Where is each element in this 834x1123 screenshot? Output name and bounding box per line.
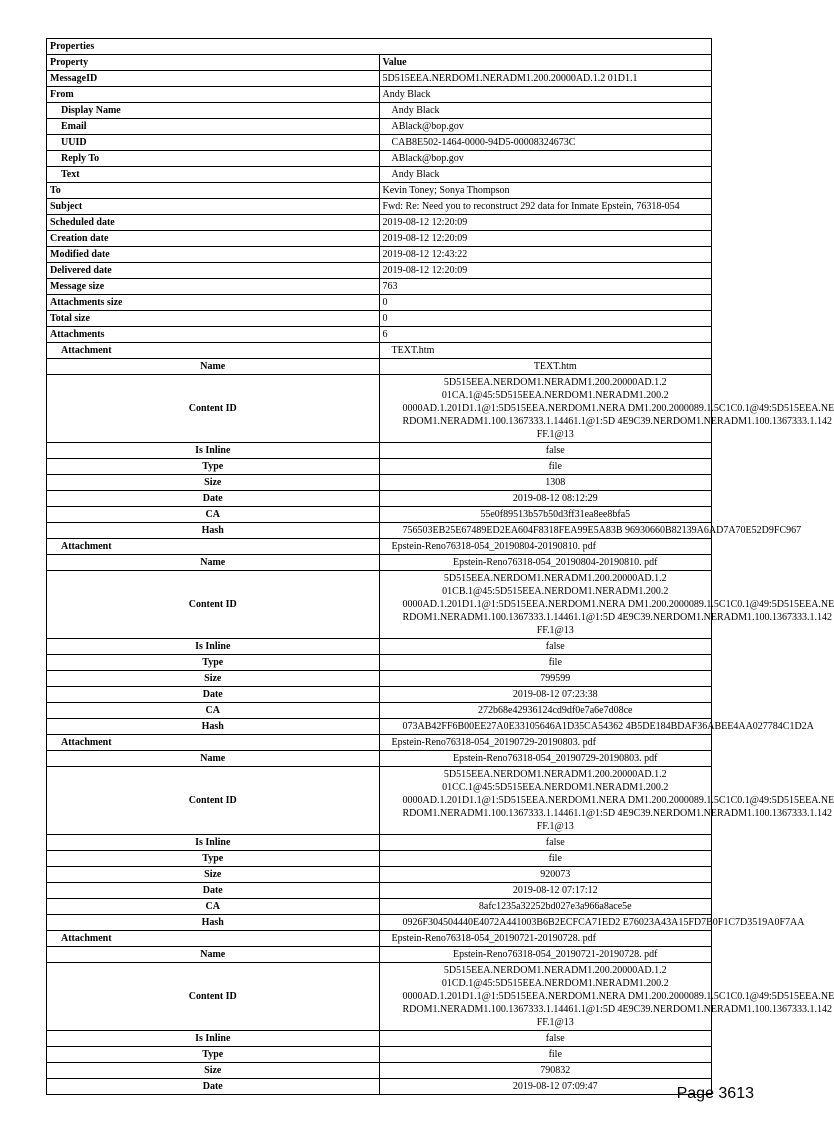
table-row	[47, 735, 712, 751]
table-row	[47, 703, 712, 719]
property-name: Type	[47, 459, 380, 475]
property-value-line: 5D515EEA.NERDOM1.NERADM1.200.20000AD.1.2	[443, 377, 667, 388]
property-name: Scheduled date	[47, 215, 380, 231]
property-value	[379, 687, 712, 703]
property-value	[379, 719, 814, 735]
table-row	[47, 311, 712, 327]
property-value-line: file	[548, 1049, 562, 1060]
table-row	[47, 931, 712, 947]
property-value-line: CAB8E502-1464-0000-94D5-00008324673C	[391, 137, 576, 148]
property-name: Subject	[47, 199, 380, 215]
property-name: Hash	[47, 719, 380, 735]
property-value-line: Fwd: Re: Need you to reconstruct 292 data for Inmate Epstein, 76318-054	[382, 201, 680, 212]
property-value-line: 0000AD.1.201D1.1@1:5D515EEA.NERDOM1.NERA DM1.200.2000089.1.5C1C0.1@49:5D515EEA.NE	[402, 403, 834, 414]
property-value	[379, 851, 712, 867]
property-value-line: Epstein-Reno76318-054_20190729-20190803. pdf	[453, 753, 658, 764]
property-value-line: Andy Black	[382, 89, 431, 100]
property-name: Size	[47, 475, 380, 491]
table-row	[47, 119, 712, 135]
table-row	[47, 687, 712, 703]
property-value	[379, 883, 712, 899]
property-value-line: 6	[382, 329, 388, 340]
table-row	[47, 183, 712, 199]
table-row	[47, 459, 712, 475]
table-row	[47, 899, 712, 915]
property-value-line: 0000AD.1.201D1.1@1:5D515EEA.NERDOM1.NERA DM1.200.2000089.1.5C1C0.1@49:5D515EEA.NE	[402, 599, 834, 610]
property-value	[379, 639, 712, 655]
property-value-line: Epstein-Reno76318-054_20190721-20190728. pdf	[391, 933, 596, 944]
property-name: Creation date	[47, 231, 380, 247]
property-name: Is Inline	[47, 835, 380, 851]
property-name: Is Inline	[47, 639, 380, 655]
property-value	[379, 915, 805, 931]
table-row	[47, 295, 712, 311]
property-name: Content ID	[47, 963, 380, 1031]
property-value-line: 5D515EEA.NERDOM1.NERADM1.200.20000AD.1.2	[443, 573, 667, 584]
property-value-line: 2019-08-12 07:09:47	[512, 1081, 598, 1092]
table-row	[47, 279, 712, 295]
property-name: Name	[47, 555, 380, 571]
property-name: MessageID	[47, 71, 380, 87]
property-value-line: 2019-08-12 12:43:22	[382, 249, 468, 260]
property-value	[379, 119, 712, 135]
property-name: Type	[47, 851, 380, 867]
property-value	[379, 539, 712, 555]
table-row	[47, 639, 712, 655]
table-row	[47, 231, 712, 247]
property-name: Date	[47, 883, 380, 899]
property-value	[379, 1047, 712, 1063]
property-value	[379, 215, 712, 231]
property-value	[379, 443, 712, 459]
property-value-line: 756503EB25E67489ED2EA604F8318FEA99E5A83B 96930660B82139A6AD7A70E52D9FC967	[402, 525, 802, 536]
table-title-row	[47, 39, 712, 55]
property-value	[379, 899, 712, 915]
property-value	[379, 751, 712, 767]
property-value-line: 01CC.1@45:5D515EEA.NERDOM1.NERADM1.200.2	[442, 782, 669, 793]
table-row	[47, 947, 712, 963]
property-value	[379, 475, 712, 491]
table-row	[47, 343, 712, 359]
table-row	[47, 247, 712, 263]
table-row	[47, 915, 712, 931]
table-row	[47, 327, 712, 343]
property-value-line: Epstein-Reno76318-054_20190729-20190803. pdf	[391, 737, 596, 748]
property-value-line: RDOM1.NERADM1.100.1367333.1.14461.1@1:5D 4E9C39.NERDOM1.NERADM1.100.1367333.1.142	[402, 808, 832, 819]
property-value	[379, 1079, 712, 1095]
property-value	[379, 491, 712, 507]
property-name: Text	[47, 167, 380, 183]
property-value-line: TEXT.htm	[391, 345, 435, 356]
table-row	[47, 851, 712, 867]
table-row	[47, 963, 712, 1031]
property-value-line: file	[548, 853, 562, 864]
property-value-line: false	[545, 641, 565, 652]
property-value-line: 5D515EEA.NERDOM1.NERADM1.200.20000AD.1.2	[443, 769, 667, 780]
table-row	[47, 767, 712, 835]
property-value-line: 8afc1235a32252bd027e3a966a8ace5e	[478, 901, 632, 912]
property-name: Attachment	[47, 343, 380, 359]
property-value	[379, 199, 712, 215]
property-name: Email	[47, 119, 380, 135]
property-value-line: Epstein-Reno76318-054_20190804-20190810. pdf	[391, 541, 596, 552]
property-value-line: 2019-08-12 07:17:12	[512, 885, 598, 896]
property-value-line: 763	[382, 281, 398, 292]
property-value-line: Kevin Toney; Sonya Thompson	[382, 185, 510, 196]
property-value	[379, 523, 802, 539]
property-value-line: Epstein-Reno76318-054_20190804-20190810. pdf	[453, 557, 658, 568]
property-value-line: FF.1@13	[536, 821, 574, 832]
table-row	[47, 719, 712, 735]
property-name: Total size	[47, 311, 380, 327]
table-row	[47, 167, 712, 183]
property-value-line: 2019-08-12 12:20:09	[382, 265, 468, 276]
table-row	[47, 883, 712, 899]
table-row	[47, 103, 712, 119]
property-value	[379, 555, 712, 571]
property-value	[379, 655, 712, 671]
property-name: Content ID	[47, 767, 380, 835]
property-value	[379, 459, 712, 475]
property-value-line: false	[545, 445, 565, 456]
property-value-line: false	[545, 837, 565, 848]
table-row	[47, 671, 712, 687]
table-row	[47, 523, 712, 539]
property-value	[379, 767, 834, 835]
property-name: CA	[47, 703, 380, 719]
property-value-line: 01CA.1@45:5D515EEA.NERDOM1.NERADM1.200.2	[441, 390, 669, 401]
property-value-line: 2019-08-12 12:20:09	[382, 217, 468, 228]
property-value	[379, 835, 712, 851]
property-value-line: 2019-08-12 12:20:09	[382, 233, 468, 244]
property-value-line: 5D515EEA.NERDOM1.NERADM1.200.20000AD.1.2	[443, 965, 667, 976]
property-value-line: ABlack@bop.gov	[391, 153, 464, 164]
property-value	[379, 671, 712, 687]
property-name: Content ID	[47, 375, 380, 443]
property-value-line: 790832	[540, 1065, 571, 1076]
property-value-line: RDOM1.NERADM1.100.1367333.1.14461.1@1:5D 4E9C39.NERDOM1.NERADM1.100.1367333.1.142	[402, 416, 832, 427]
property-value-line: RDOM1.NERADM1.100.1367333.1.14461.1@1:5D 4E9C39.NERDOM1.NERADM1.100.1367333.1.142	[402, 1004, 832, 1015]
property-name: Is Inline	[47, 1031, 380, 1047]
property-name: Name	[47, 947, 380, 963]
property-value-line: 2019-08-12 07:23:38	[512, 689, 598, 700]
property-value	[379, 375, 834, 443]
property-name: Hash	[47, 523, 380, 539]
property-value	[379, 311, 712, 327]
table-row	[47, 1063, 712, 1079]
property-name: Attachments size	[47, 295, 380, 311]
property-value	[379, 963, 834, 1031]
property-name: Display Name	[47, 103, 380, 119]
table-row	[47, 135, 712, 151]
property-name: Is Inline	[47, 443, 380, 459]
table-row	[47, 571, 712, 639]
table-row	[47, 71, 712, 87]
property-value-line: 01CB.1@45:5D515EEA.NERDOM1.NERADM1.200.2	[442, 586, 669, 597]
table-row	[47, 199, 712, 215]
property-value	[379, 1031, 712, 1047]
property-name: Name	[47, 359, 380, 375]
property-value-line: ABlack@bop.gov	[391, 121, 464, 132]
property-value-line: Epstein-Reno76318-054_20190721-20190728. pdf	[453, 949, 658, 960]
table-row	[47, 359, 712, 375]
column-header-value: Value	[379, 55, 712, 71]
property-value-line: Andy Black	[391, 105, 440, 116]
property-name: UUID	[47, 135, 380, 151]
property-name: Attachment	[47, 931, 380, 947]
column-header-property: Property	[47, 55, 380, 71]
table-row	[47, 151, 712, 167]
property-name: Content ID	[47, 571, 380, 639]
property-value	[379, 183, 712, 199]
property-value	[379, 867, 712, 883]
property-value	[379, 71, 712, 87]
table-row	[47, 375, 712, 443]
property-name: Size	[47, 867, 380, 883]
property-value-line: 0000AD.1.201D1.1@1:5D515EEA.NERDOM1.NERA DM1.200.2000089.1.5C1C0.1@49:5D515EEA.NE	[402, 795, 834, 806]
table-row	[47, 87, 712, 103]
table-row	[47, 263, 712, 279]
property-value	[379, 167, 712, 183]
property-name: Type	[47, 1047, 380, 1063]
property-name: CA	[47, 507, 380, 523]
table-row	[47, 835, 712, 851]
property-value-line: 1308	[545, 477, 566, 488]
property-value	[379, 135, 712, 151]
property-value-line: 0	[382, 297, 388, 308]
property-value	[379, 1063, 712, 1079]
property-value-line: 272b68e42936124cd9df0e7a6e7d08ce	[478, 705, 633, 716]
table-row	[47, 655, 712, 671]
property-value-line: 799599	[540, 673, 571, 684]
table-header-row	[47, 55, 712, 71]
property-value-line: 5D515EEA.NERDOM1.NERADM1.200.20000AD.1.2 01D1.1	[382, 73, 638, 84]
property-value-line: 0926F304504440E4072A441003B6B2ECFCA71ED2 E76023A43A15FD7B0F1C7D3519A0F7AA	[402, 917, 805, 928]
property-value	[379, 87, 712, 103]
property-value	[379, 231, 712, 247]
table-row	[47, 215, 712, 231]
property-value-line: 01CD.1@45:5D515EEA.NERDOM1.NERADM1.200.2	[441, 978, 669, 989]
property-value	[379, 295, 712, 311]
property-value	[379, 263, 712, 279]
property-name: From	[47, 87, 380, 103]
property-value	[379, 151, 712, 167]
table-row	[47, 867, 712, 883]
property-name: Attachments	[47, 327, 380, 343]
page-number: Page 3613	[676, 1085, 754, 1102]
property-name: CA	[47, 899, 380, 915]
property-name: Modified date	[47, 247, 380, 263]
property-value	[379, 507, 712, 523]
property-name: Date	[47, 687, 380, 703]
property-value-line: RDOM1.NERADM1.100.1367333.1.14461.1@1:5D 4E9C39.NERDOM1.NERADM1.100.1367333.1.142	[402, 612, 832, 623]
table-row	[47, 555, 712, 571]
property-value-line: Andy Black	[391, 169, 440, 180]
property-value-line: file	[548, 461, 562, 472]
property-value-line: file	[548, 657, 562, 668]
property-name: Date	[47, 1079, 380, 1095]
property-value	[379, 247, 712, 263]
table-row	[47, 1031, 712, 1047]
property-name: Type	[47, 655, 380, 671]
property-value-line: TEXT.htm	[533, 361, 577, 372]
property-name: Size	[47, 1063, 380, 1079]
property-value-line: FF.1@13	[536, 1017, 574, 1028]
table-row	[47, 491, 712, 507]
property-value	[379, 931, 712, 947]
property-value-line: 0000AD.1.201D1.1@1:5D515EEA.NERDOM1.NERA DM1.200.2000089.1.5C1C0.1@49:5D515EEA.NE	[402, 991, 834, 1002]
property-value-line: 073AB42FF6B00EE27A0E33105646A1D35CA54362 4B5DE184BDAF36ABEE4AA027784C1D2A	[402, 721, 814, 732]
property-value-line: 0	[382, 313, 388, 324]
property-value-line: 55e0f89513b57b50d3ff31ea8ee8bfa5	[480, 509, 631, 520]
property-name: Date	[47, 491, 380, 507]
table-row	[47, 475, 712, 491]
property-name: Attachment	[47, 539, 380, 555]
table-title: Properties	[47, 39, 712, 55]
property-value	[379, 327, 712, 343]
property-value-line: FF.1@13	[536, 429, 574, 440]
table-row	[47, 507, 712, 523]
property-name: Delivered date	[47, 263, 380, 279]
property-name: To	[47, 183, 380, 199]
table-row	[47, 443, 712, 459]
property-value	[379, 735, 712, 751]
table-row	[47, 1079, 712, 1095]
table-row	[47, 1047, 712, 1063]
table-row	[47, 539, 712, 555]
property-value	[379, 571, 834, 639]
property-name: Name	[47, 751, 380, 767]
property-value	[379, 279, 712, 295]
property-value-line: 920073	[540, 869, 571, 880]
table-row	[47, 751, 712, 767]
property-value-line: false	[545, 1033, 565, 1044]
property-value	[379, 359, 712, 375]
property-name: Hash	[47, 915, 380, 931]
property-value	[379, 703, 712, 719]
property-name: Attachment	[47, 735, 380, 751]
property-name: Size	[47, 671, 380, 687]
property-value	[379, 343, 712, 359]
property-value	[379, 947, 712, 963]
property-name: Reply To	[47, 151, 380, 167]
property-value-line: 2019-08-12 08:12:29	[512, 493, 598, 504]
property-name: Message size	[47, 279, 380, 295]
property-value-line: FF.1@13	[536, 625, 574, 636]
property-value	[379, 103, 712, 119]
